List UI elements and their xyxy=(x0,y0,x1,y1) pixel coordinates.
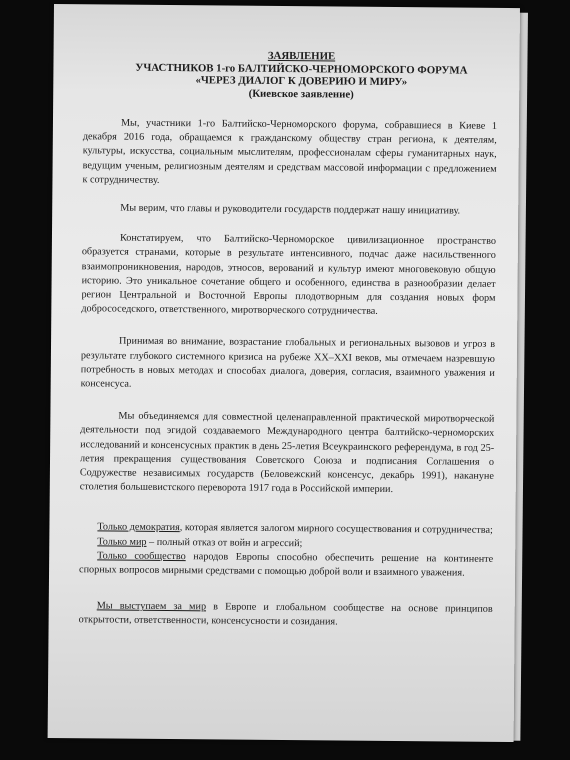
principle-peace-text: – полный отказ от войн и агрессий; xyxy=(146,536,303,549)
closing-emph: Мы выступаем за мир xyxy=(96,600,207,613)
principle-democracy-text: , которая является залогом мирного сосуществования и сотрудничества; xyxy=(179,522,493,537)
paragraph-region: Констатируем, что Балтийско-Черноморское цивилизационное пространство образуется странами, которые в результате интенсивного, подчас даже насильственного взаимопроникновения, народов, этносов, верований и культур имеют многовековую общую историю. Это уникальное сочетание общего и особенного, единства в разнообразии делает регион Центральной и Восточной Европы плодотворным для создания новых форм добрососедского, ответственного, миротворческого сотрудничества. xyxy=(81,232,496,318)
paragraph-belief: Мы верим, что главы и руководители государств поддержат нашу инициативу. xyxy=(120,202,461,217)
principle-community-emph: Только сообщество xyxy=(97,550,186,563)
header-participants-line: УЧАСТНИКОВ 1-го БАЛТИЙСКО-ЧЕРНОМОРСКОГО ФОРУМА xyxy=(135,61,468,77)
header-subtitle: (Киевское заявление) xyxy=(248,87,354,101)
principle-community xyxy=(79,549,493,581)
principle-democracy-emph: Только демократия xyxy=(97,521,180,534)
paragraph-challenges: Принимая во внимание, возрастание глобальных и региональных вызовов и угроз в результате глубокого системного кризиса на рубеже XX–XXI веков, мы отмечаем назревшую потребность в новых методах и способах диалога, доверия, согласия, взаимного уважения и консенсуса. xyxy=(80,336,496,390)
closing-statement xyxy=(79,600,493,632)
paragraph-appeal: Мы, участники 1-го Балтийско-Черноморского форума, собравшиеся в Киеве 1 декабря 2016 года, обращаемся к гражданскому обществу стран региона, к деятелям, культуры, искусства, социальным мыслителям, профессионалам сферы гуманитарных наук, ведущим ученым, религиозным деятелям и средствам массовой информации с предложением к сотрудничеству. xyxy=(82,117,497,186)
document-page xyxy=(48,4,520,742)
statement-body xyxy=(79,48,498,631)
header-forum-name: «ЧЕРЕЗ ДИАЛОГ К ДОВЕРИЮ И МИРУ» xyxy=(195,74,408,89)
principle-peace-emph: Только мир xyxy=(97,536,147,548)
document-title: ЗАЯВЛЕНИЕ xyxy=(267,49,336,63)
paragraph-unite: Мы объединяемся для совместной целенаправленной практической миротворческой деятельности под эгидой создаваемого Международного центра балтийско-черноморских исследований и консенсусных практик в день 25-летия Всеукраинского референдума, в год 25-летия прекращения существования Советского Союза и подписания Соглашения о Содружестве независимых государств (Беловежский консенсус, декабрь 1991), накануне столетия большевистского переворота 1917 года в Российской империи. xyxy=(79,410,495,496)
closing-text: в Европе и глобальном сообществе на основе принципов открытости, ответственности, консенсусности и созидания. xyxy=(78,601,493,628)
document-header xyxy=(105,48,497,101)
principle-community-text: народов Европы способно обеспечить решение на континенте спорных вопросов мирными средствами с помощью доброй воли и взаимного уважения. xyxy=(79,551,494,579)
